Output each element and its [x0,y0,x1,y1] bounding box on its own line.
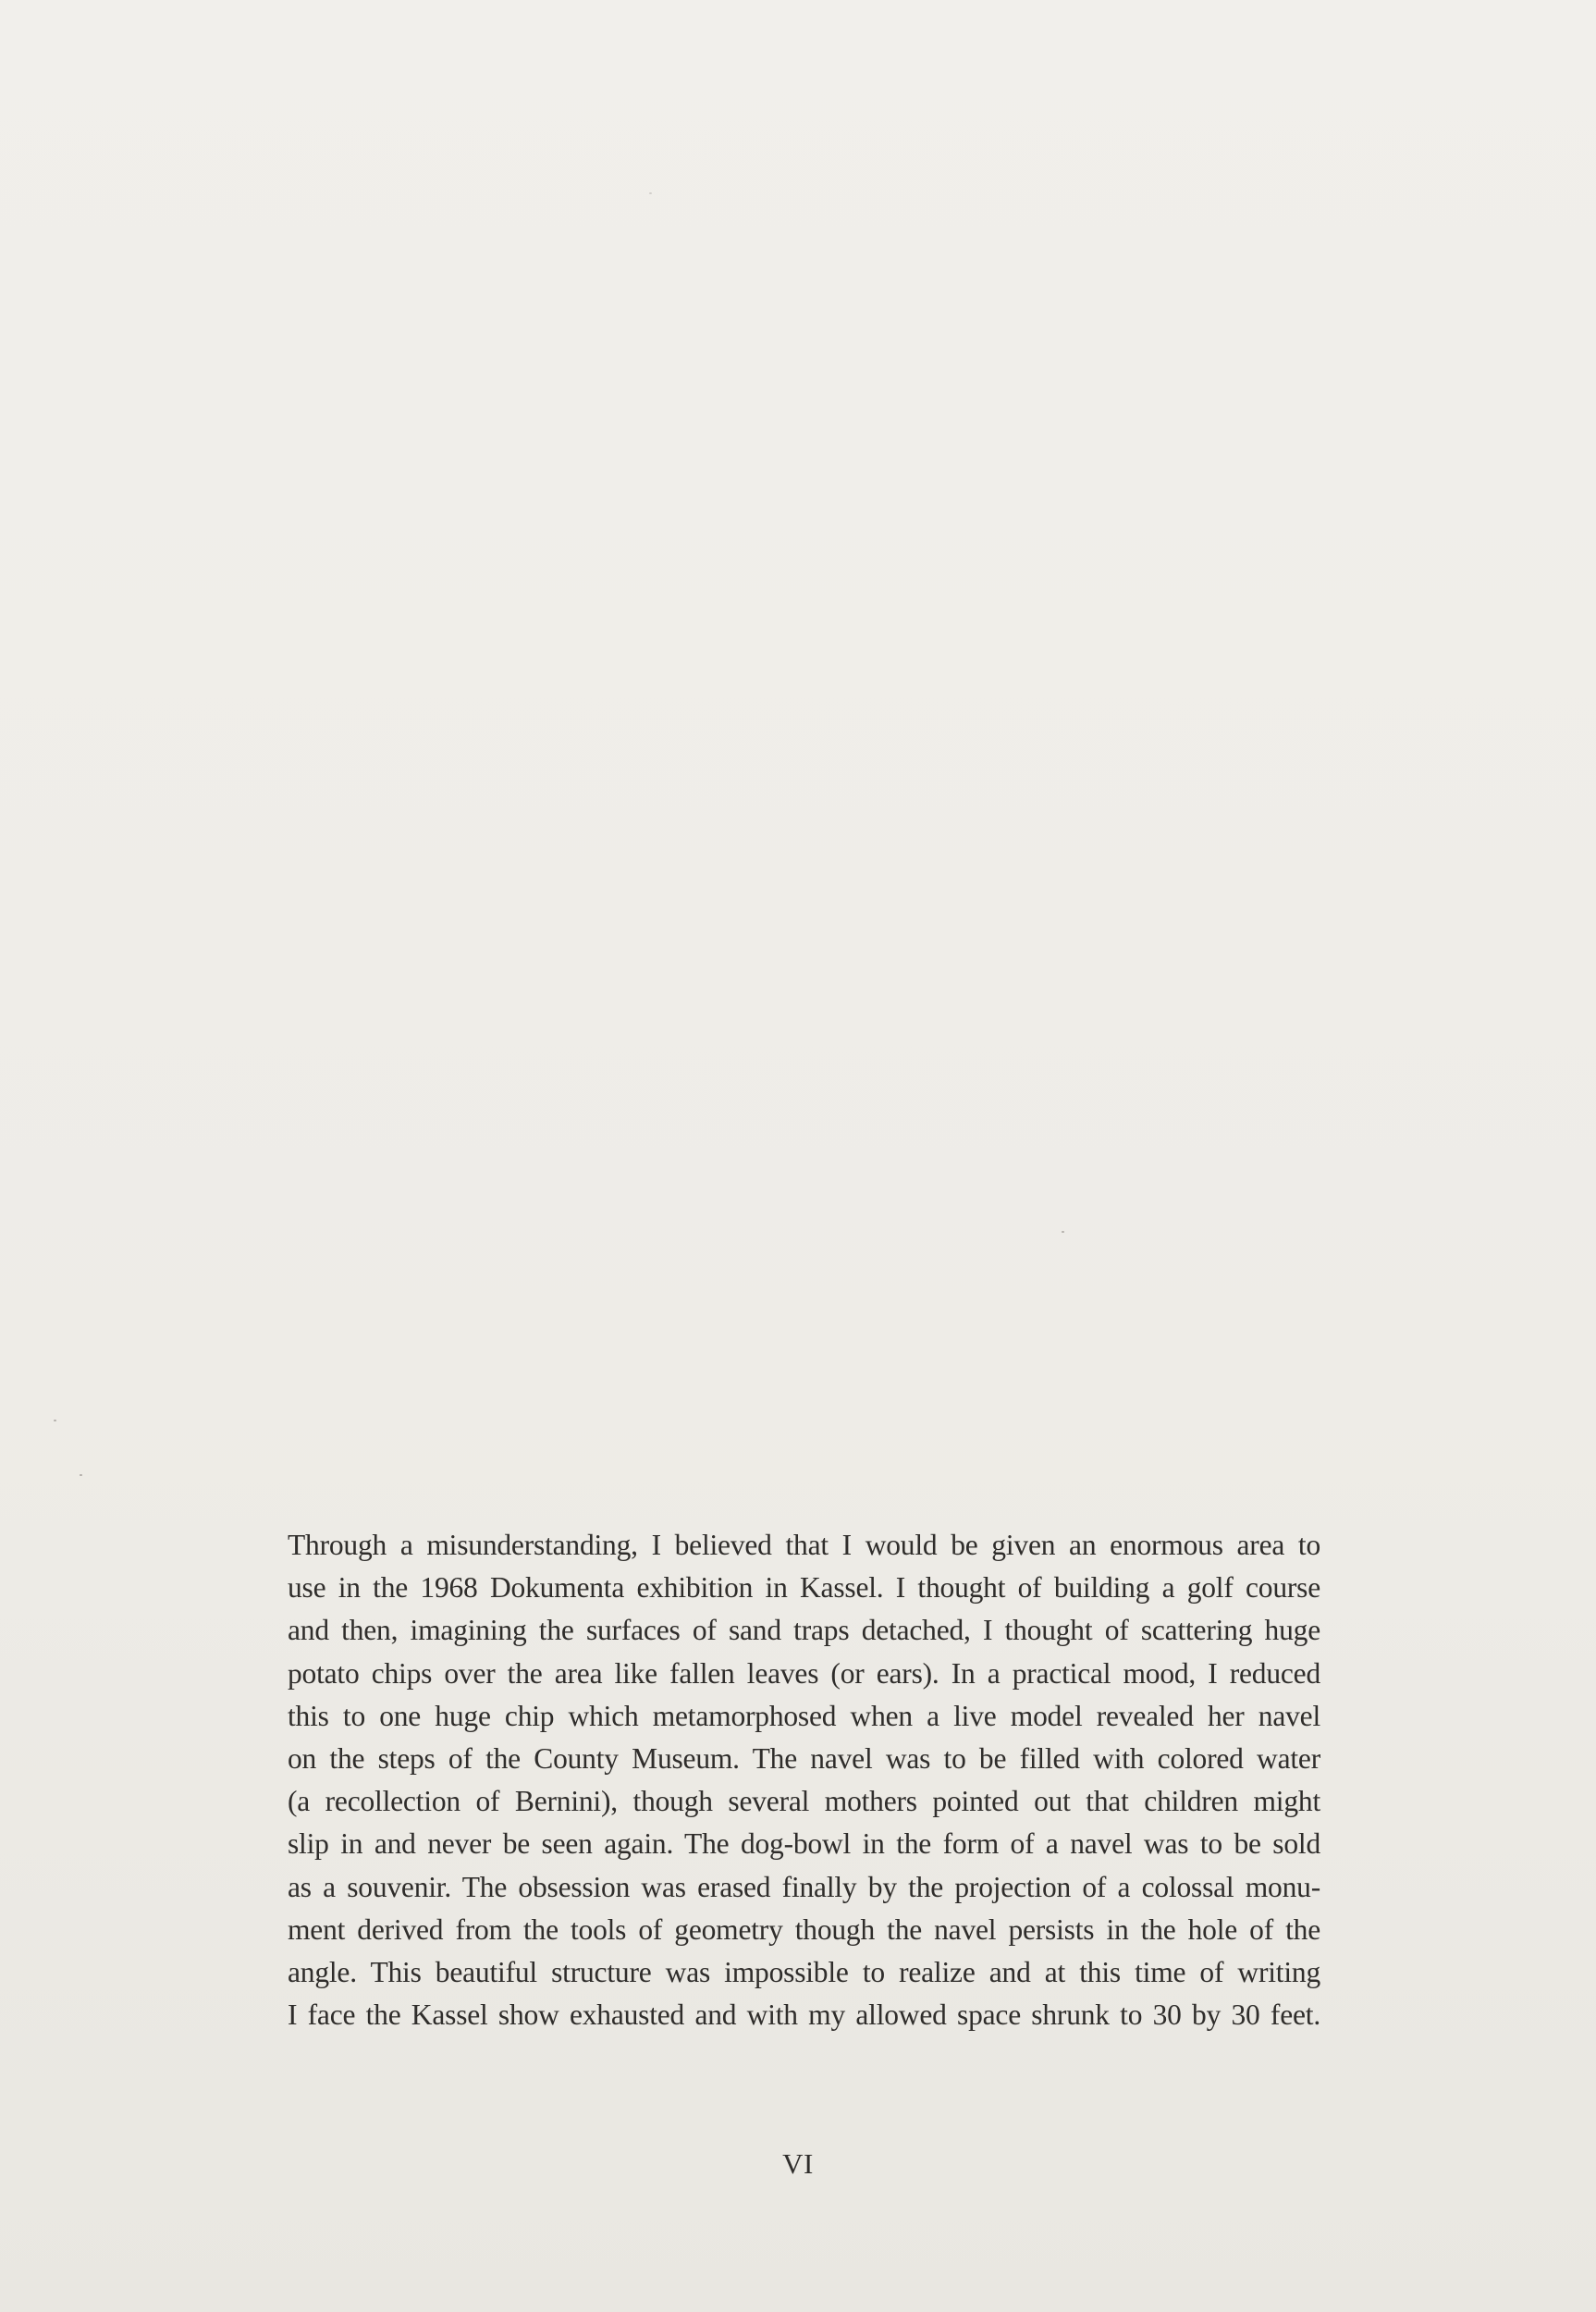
paper-speck [1062,1231,1064,1233]
body-paragraph [288,1524,1320,2036]
paragraph-line-11: angle. This beautiful structure was impossible to realize and at this time of writing [288,1955,1320,1988]
paragraph-line-10: ment derived from the tools of geometry though the navel persists in the hole of the [288,1912,1320,1946]
paragraph-line-8: slip in and never be seen again. The dog-bowl in the form of a navel was to be sold [288,1827,1320,1861]
paragraph-line-12: I face the Kassel show exhausted and with my allowed space shrunk to 30 by 30 feet. [288,1998,1320,2032]
paragraph-line-6: on the steps of the County Museum. The navel was to be filled with colored water [288,1741,1320,1775]
paragraph-line-2: use in the 1968 Dokumenta exhibition in Kassel. I thought of building a golf course [288,1571,1320,1605]
paper-speck [54,1420,56,1421]
paragraph-line-9: as a souvenir. The obsession was erased finally by the projection of a colossal monu- [288,1870,1320,1903]
paragraph-line-4: potato chips over the area like fallen leaves (or ears). In a practical mood, I reduced [288,1656,1320,1690]
paper-speck [80,1474,82,1476]
paragraph-line-1: Through a misunderstanding, I believed that I would be given an enormous area to [288,1529,1320,1561]
paragraph-line-5: this to one huge chip which metamorphosed when a live model revealed her navel [288,1699,1320,1732]
paragraph-line-7: (a recollection of Bernini), though several mothers pointed out that children might [288,1785,1320,1818]
page-number: VI [782,2147,814,2180]
paper-speck [649,192,652,194]
paragraph-line-3: and then, imagining the surfaces of sand traps detached, I thought of scattering huge [288,1614,1320,1647]
